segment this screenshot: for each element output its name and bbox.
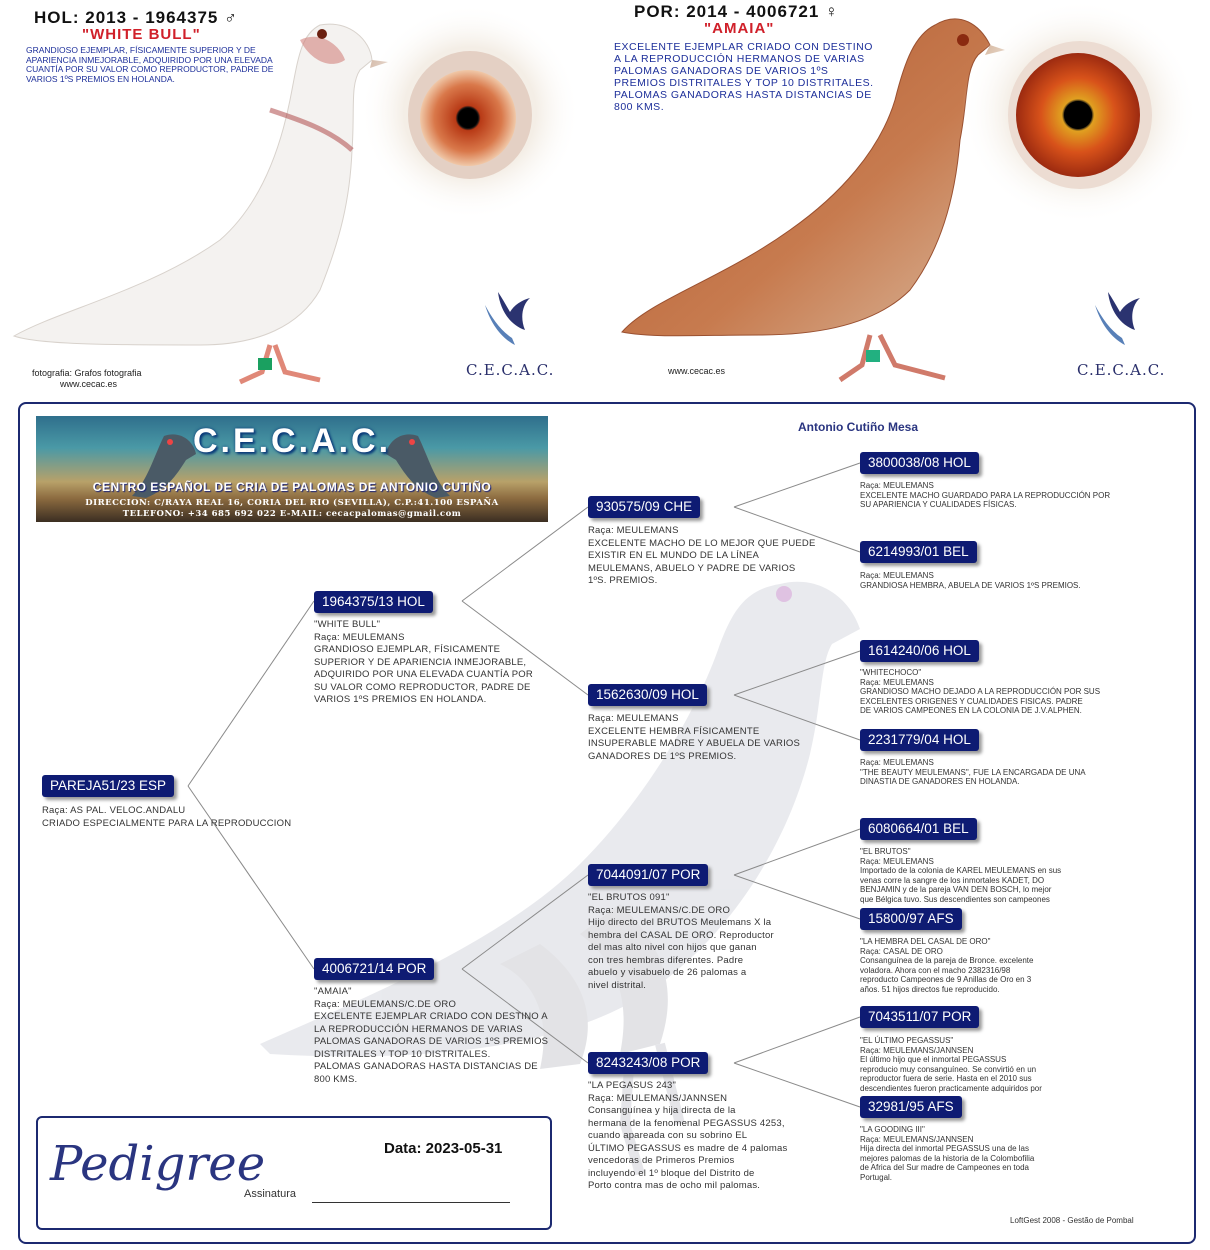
ggp-ring: 6080664/01 BEL xyxy=(860,818,977,840)
signature-label: Assinatura xyxy=(244,1188,296,1200)
grandsire-dam-side-text: "EL BRUTOS 091" Raça: MEULEMANS/C.DE ORO Hijo directo del BRUTOS Meulemans X la hembra del CASAL DE ORO. Reproductor del mas alto nivel con hijos que ganan con tres hembras diferentes. Padre abuelo y visabuelo de 26 palomas a nivel distrital. xyxy=(588,892,774,991)
ggp-ring: 1614240/06 HOL xyxy=(860,640,979,662)
breeder-name: Antonio Cutiño Mesa xyxy=(798,420,918,434)
right-website: www.cecac.es xyxy=(668,366,726,376)
dam-ring: 4006721/14 POR xyxy=(314,958,434,980)
grandsire-dam-side-ring: 7044091/07 POR xyxy=(588,864,708,886)
ggp-text: Raça: MEULEMANS GRANDIOSA HEMBRA, ABUELA DE VARIOS 1ºS PREMIOS. xyxy=(860,571,1081,590)
banner-address: DIRECCION: C/RAYA REAL 16, CORIA DEL RIO (SEVILLA), C.P.:41.100 ESPAÑA xyxy=(85,498,499,508)
right-pigeon-description: EXCELENTE EJEMPLAR CRIADO CON DESTINO A LA REPRODUCCIÓN HERMANOS DE VARIAS PALOMAS GANADORAS DE VARIOS 1ºS PREMIOS DISTRITALES Y TOP 10 DISTRITALES. PALOMAS GANADORAS HASTA DISTANCIAS DE 800 KMS. xyxy=(614,41,874,113)
ggp-text: "EL ÚLTIMO PEGASSUS" Raça: MEULEMANS/JANNSEN El último hijo que el inmortal PEGASSUS reproducio muy consanguíneo. Se convirtió en un reproductor fuera de serie. Hasta en el 2010 sus descendientes fueron practicamente adquiridos por xyxy=(860,1036,1042,1093)
grandsire-sire-side-ring: 930575/09 CHE xyxy=(588,496,700,518)
left-pigeon-name: "WHITE BULL" xyxy=(82,26,201,43)
ggp-text: "LA GOODING III" Raça: MEULEMANS/JANNSEN Hija directa del inmortal PEGASSUS una de las mejores palomas de la historia de la Colombofilia de Africa del Sur madre de Campeones en toda Portugal. xyxy=(860,1125,1035,1182)
ggp-ring: 6214993/01 BEL xyxy=(860,541,977,563)
left-website: www.cecac.es xyxy=(60,379,118,389)
software-credit: LoftGest 2008 - Gestão de Pombal xyxy=(1010,1216,1134,1225)
left-pigeon-description: GRANDIOSO EJEMPLAR, FÍSICAMENTE SUPERIOR Y DE APARIENCIA INMEJORABLE, ADQUIRIDO POR UNA ELEVADA CUANTÍA POR SU VALOR COMO REPRODUCTOR, PADRE DE VARIOS 1ºS PREMIOS EN HOLANDA. xyxy=(26,45,274,84)
signature-line xyxy=(312,1202,510,1203)
left-pigeon-heading: HOL: 2013 - 1964375 ♂ xyxy=(34,8,238,27)
granddam-sire-side-text: Raça: MEULEMANS EXCELENTE HEMBRA FÍSICAMENTE INSUPERABLE MADRE Y ABUELA DE VARIOS GANADORES DE 1ºS PREMIOS. xyxy=(588,713,801,762)
subject-text: Raça: AS PAL. VELOC.ANDALU CRIADO ESPECIALMENTE PARA LA REPRODUCCION xyxy=(42,805,292,829)
date-label: Data: 2023-05-31 xyxy=(384,1140,503,1157)
amaia-eye-image xyxy=(962,0,1198,224)
ggp-ring: 3800038/08 HOL xyxy=(860,452,979,474)
pedigree-logo-text: Pedigree xyxy=(50,1136,266,1192)
pedigree-sheet xyxy=(18,402,1196,1244)
granddam-dam-side-text: "LA PEGASUS 243" Raça: MEULEMANS/JANNSEN Consanguínea y hija directa de la hermana de la fenomenal PEGASSUS 4253, cuando apareada con su sobrino EL ÚLTIMO PEGASSUS es madre de 4 palomas vencedoras de Primeros Premios incluyendo el 1º bloque del Distrito de Porto contra mas de ocho mil palomas. xyxy=(588,1080,788,1191)
ggp-ring: 32981/95 AFS xyxy=(860,1096,962,1118)
banner-title: C.E.C.A.C. xyxy=(192,422,392,460)
ggp-text: Raça: MEULEMANS "THE BEAUTY MEULEMANS", FUE LA ENCARGADA DE UNA DINASTIA DE GANADORES EN HOLANDA. xyxy=(860,758,1086,786)
ggp-ring: 2231779/04 HOL xyxy=(860,729,979,751)
dam-text: "AMAIA" Raça: MEULEMANS/C.DE ORO EXCELENTE EJEMPLAR CRIADO CON DESTINO A LA REPRODUCCIÓN HERMANOS DE VARIAS PALOMAS GANADORAS DE VARIOS 1ºS PREMIOS DISTRITALES Y TOP 10 DISTRITALES. PALOMAS GANADORAS HASTA DISTANCIAS DE 800 KMS. xyxy=(314,986,549,1085)
left-logo-text: C.E.C.A.C. xyxy=(466,361,555,379)
ggp-ring: 15800/97 AFS xyxy=(860,908,962,930)
footer-box xyxy=(36,1116,552,1230)
ggp-text: "WHITECHOCO" Raça: MEULEMANS GRANDIOSO MACHO DEJADO A LA REPRODUCCIÓN POR SUS EXCELENTES ORIGENES Y CUALIDADES FISICAS. PADRE DE VARIOS CAMPEONES EN LA COLONIA DE J.V.ALPHEN. xyxy=(860,668,1101,715)
banner-contact: TELEFONO: +34 685 692 022 E-MAIL: cecacpalomas@gmail.com xyxy=(122,509,462,519)
cecac-dove-logo-right xyxy=(1095,292,1140,345)
granddam-sire-side-ring: 1562630/09 HOL xyxy=(588,684,707,706)
subject-ring: PAREJA51/23 ESP xyxy=(42,775,174,797)
cecac-dove-logo-left xyxy=(485,292,530,345)
grandsire-sire-side-text: Raça: MEULEMANS EXCELENTE MACHO DE LO MEJOR QUE PUEDE EXISTIR EN EL MUNDO DE LA LÍNEA MEULEMANS, ABUELO Y PADRE DE VARIOS 1ºS. PREMIOS. xyxy=(588,525,816,586)
sire-ring: 1964375/13 HOL xyxy=(314,591,433,613)
right-pigeon-name: "AMAIA" xyxy=(704,20,775,37)
cecac-banner xyxy=(36,416,548,522)
ggp-text: "EL BRUTOS" Raça: MEULEMANS Importado de la colonia de KAREL MEULEMANS en sus venas corre la sangre de los inmortales KADET, DO BENJAMIN y de la pareja VAN DEN BOSCH, lo mejor que Bélgica tuvo. Sus descendientes son campeones xyxy=(860,847,1062,904)
right-pigeon-heading: POR: 2014 - 4006721 ♀ xyxy=(634,2,839,21)
photo-band xyxy=(0,0,1210,398)
sire-text: "WHITE BULL" Raça: MEULEMANS GRANDIOSO EJEMPLAR, FÍSICAMENTE SUPERIOR Y DE APARIENCIA INMEJORABLE, ADQUIRIDO POR UNA ELEVADA CUANTÍA POR SU VALOR COMO REPRODUCTOR, PADRE DE VARIOS 1ºS PREMIOS EN HOLANDA. xyxy=(314,619,533,705)
ggp-text: Raça: MEULEMANS EXCELENTE MACHO GUARDADO PARA LA REPRODUCCIÓN POR SU APARIENCIA Y CUALIDADES FÍSICAS. xyxy=(860,481,1111,509)
white-bull-eye-image xyxy=(360,4,580,220)
right-logo-text: C.E.C.A.C. xyxy=(1077,361,1166,379)
photo-credit: fotografia: Grafos fotografia xyxy=(32,368,142,378)
ggp-ring: 7043511/07 POR xyxy=(860,1006,979,1028)
granddam-dam-side-ring: 8243243/08 POR xyxy=(588,1052,708,1074)
ggp-text: "LA HEMBRA DEL CASAL DE ORO" Raça: CASAL DE ORO Consanguínea de la pareja de Bronce. excelente voladora. Ahora con el macho 2382316/98 reproducto Campeones de 9 Anillas de Oro en 3 años. 51 hijos directos fue reproducido. xyxy=(860,937,1034,994)
banner-subtitle: CENTRO ESPAÑOL DE CRIA DE PALOMAS DE ANTONIO CUTIÑO xyxy=(92,480,492,494)
